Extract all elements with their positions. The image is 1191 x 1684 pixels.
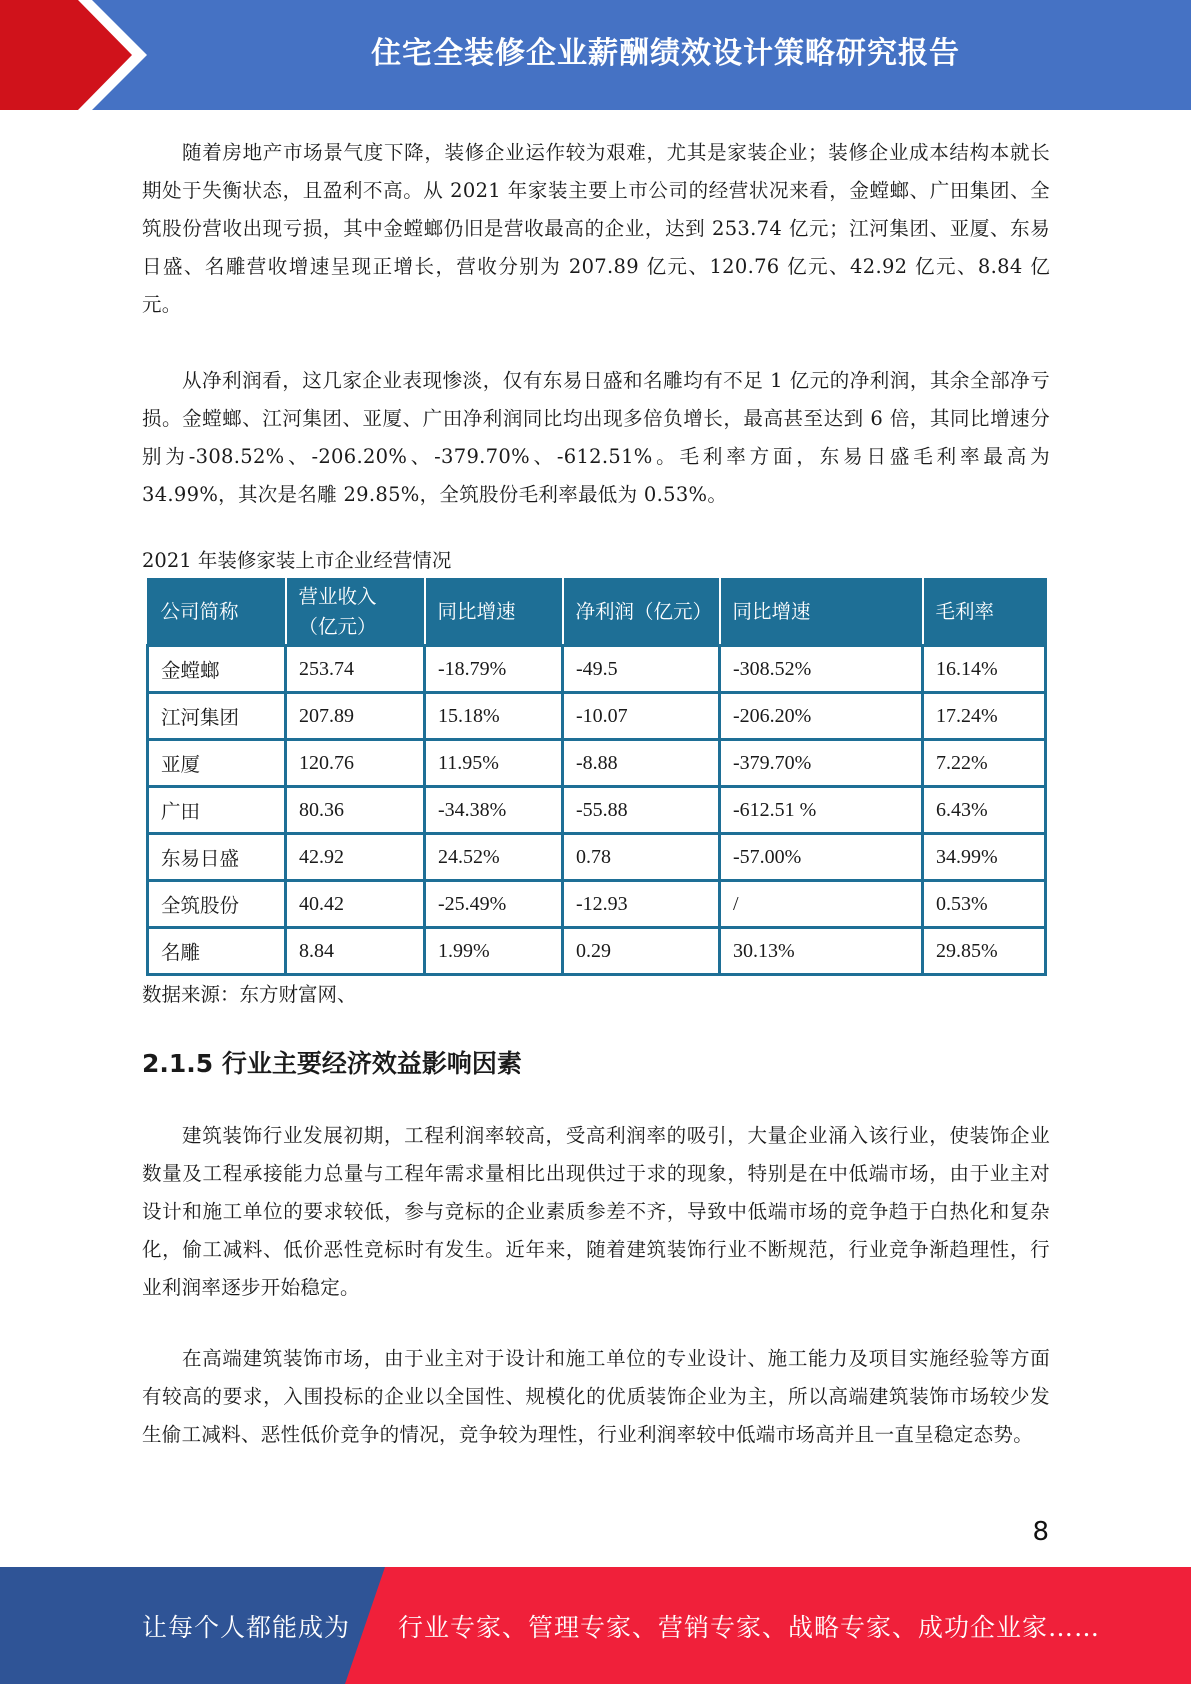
cell-net-profit: 0.29	[563, 928, 720, 975]
cell-gross-margin: 34.99%	[923, 834, 1046, 881]
page-number: 8	[1032, 1517, 1049, 1547]
paragraph-net-profit: 从净利润看，这几家企业表现惨淡，仅有东易日盛和名雕均有不足 1 亿元的净利润，其余全部净亏损。金螳螂、江河集团、亚厦、广田净利润同比均出现多倍负增长，最高甚至达到 6 倍，其同比增速分别为-308.52%、-206.20%、-379.70%、-612.51%。毛利率方面，东易日盛毛利率最高为 34.99%，其次是名雕 29.85%，全筑股份毛利率最低为 0.53%。	[142, 369, 1050, 506]
cell-profit-growth: -612.51 %	[720, 787, 923, 834]
paragraph-high-end-market: 在高端建筑装饰市场，由于业主对于设计和施工单位的专业设计、施工能力及项目实施经验等方面有较高的要求，入围投标的企业以全国性、规模化的优质装饰企业为主，所以高端建筑装饰市场较少发生偷工减料、恶性低价竞争的情况，竞争较为理性，行业利润率较中低端市场高并且一直呈稳定态势。	[142, 1347, 1050, 1446]
cell-profit-growth: -57.00%	[720, 834, 923, 881]
cell-net-profit: -10.07	[563, 693, 720, 740]
cell-profit-growth: /	[720, 881, 923, 928]
cell-revenue: 80.36	[286, 787, 425, 834]
cell-revenue: 253.74	[286, 646, 425, 693]
cell-net-profit: -12.93	[563, 881, 720, 928]
cell-revenue: 207.89	[286, 693, 425, 740]
page-footer	[0, 1567, 1191, 1684]
cell-revenue-growth: 11.95%	[425, 740, 563, 787]
table-row	[148, 646, 1046, 693]
column-header-net-profit: 净利润（亿元）	[563, 579, 720, 646]
cell-revenue-growth: 15.18%	[425, 693, 563, 740]
header-arrow-decoration	[0, 0, 160, 110]
column-header-gross-margin: 毛利率	[923, 579, 1046, 646]
table-row	[148, 693, 1046, 740]
cell-revenue-growth: 1.99%	[425, 928, 563, 975]
cell-revenue-growth: -18.79%	[425, 646, 563, 693]
section-heading: 2.1.5 行业主要经济效益影响因素	[142, 1049, 522, 1078]
cell-net-profit: -49.5	[563, 646, 720, 693]
cell-gross-margin: 17.24%	[923, 693, 1046, 740]
cell-gross-margin: 6.43%	[923, 787, 1046, 834]
cell-company: 名雕	[148, 928, 286, 975]
table-caption: 2021 年装修家装上市企业经营情况	[142, 549, 452, 572]
column-header-revenue: 营业收入（亿元）	[286, 579, 425, 646]
cell-gross-margin: 29.85%	[923, 928, 1046, 975]
paragraph-revenue-overview: 随着房地产市场景气度下降，装修企业运作较为艰难，尤其是家装企业；装修企业成本结构本就长期处于失衡状态，且盈利不高。从 2021 年家装主要上市公司的经营状况来看，金螳螂、广田集团、全筑股份营收出现亏损，其中金螳螂仍旧是营收最高的企业，达到 253.74 亿元；江河集团、亚厦、东易日盛、名雕营收增速呈现正增长，营收分别为 207.89 亿元、120.76 亿元、42.92 亿元、8.84 亿元。	[142, 141, 1050, 316]
cell-net-profit: 0.78	[563, 834, 720, 881]
report-title: 住宅全装修企业薪酬绩效设计策略研究报告	[371, 36, 960, 71]
cell-gross-margin: 16.14%	[923, 646, 1046, 693]
footer-slogan-right: 行业专家、管理专家、营销专家、战略专家、成功企业家……	[398, 1612, 1101, 1642]
cell-gross-margin: 7.22%	[923, 740, 1046, 787]
cell-profit-growth: -206.20%	[720, 693, 923, 740]
cell-revenue: 8.84	[286, 928, 425, 975]
table-row	[148, 881, 1046, 928]
cell-net-profit: -8.88	[563, 740, 720, 787]
cell-company: 广田	[148, 787, 286, 834]
cell-revenue-growth: -34.38%	[425, 787, 563, 834]
footer-slogan-left: 让每个人都能成为	[142, 1612, 351, 1642]
operating-data-table	[146, 578, 1044, 976]
cell-revenue-growth: -25.49%	[425, 881, 563, 928]
cell-company: 东易日盛	[148, 834, 286, 881]
cell-company: 亚厦	[148, 740, 286, 787]
cell-revenue: 40.42	[286, 881, 425, 928]
cell-revenue: 120.76	[286, 740, 425, 787]
cell-profit-growth: -379.70%	[720, 740, 923, 787]
cell-profit-growth: -308.52%	[720, 646, 923, 693]
cell-gross-margin: 0.53%	[923, 881, 1046, 928]
table-row	[148, 740, 1046, 787]
paragraph-market-competition: 建筑装饰行业发展初期，工程利润率较高，受高利润率的吸引，大量企业涌入该行业，使装饰企业数量及工程承接能力总量与工程年需求量相比出现供过于求的现象，特别是在中低端市场，由于业主对设计和施工单位的要求较低，参与竞标的企业素质参差不齐，导致中低端市场的竞争趋于白热化和复杂化，偷工减料、低价恶性竞标时有发生。近年来，随着建筑装饰行业不断规范，行业竞争渐趋理性，行业利润率逐步开始稳定。	[142, 1124, 1050, 1299]
column-header-company: 公司简称	[148, 579, 286, 646]
data-source-note: 数据来源：东方财富网、	[142, 983, 357, 1006]
cell-company: 金螳螂	[148, 646, 286, 693]
cell-company: 江河集团	[148, 693, 286, 740]
cell-net-profit: -55.88	[563, 787, 720, 834]
cell-profit-growth: 30.13%	[720, 928, 923, 975]
page-header	[0, 0, 1191, 110]
table-row	[148, 787, 1046, 834]
column-header-profit-growth: 同比增速	[720, 579, 923, 646]
cell-revenue-growth: 24.52%	[425, 834, 563, 881]
column-header-revenue-growth: 同比增速	[425, 579, 563, 646]
table-row	[148, 928, 1046, 975]
cell-company: 全筑股份	[148, 881, 286, 928]
table-row	[148, 834, 1046, 881]
table-header-row	[148, 579, 1046, 646]
cell-revenue: 42.92	[286, 834, 425, 881]
